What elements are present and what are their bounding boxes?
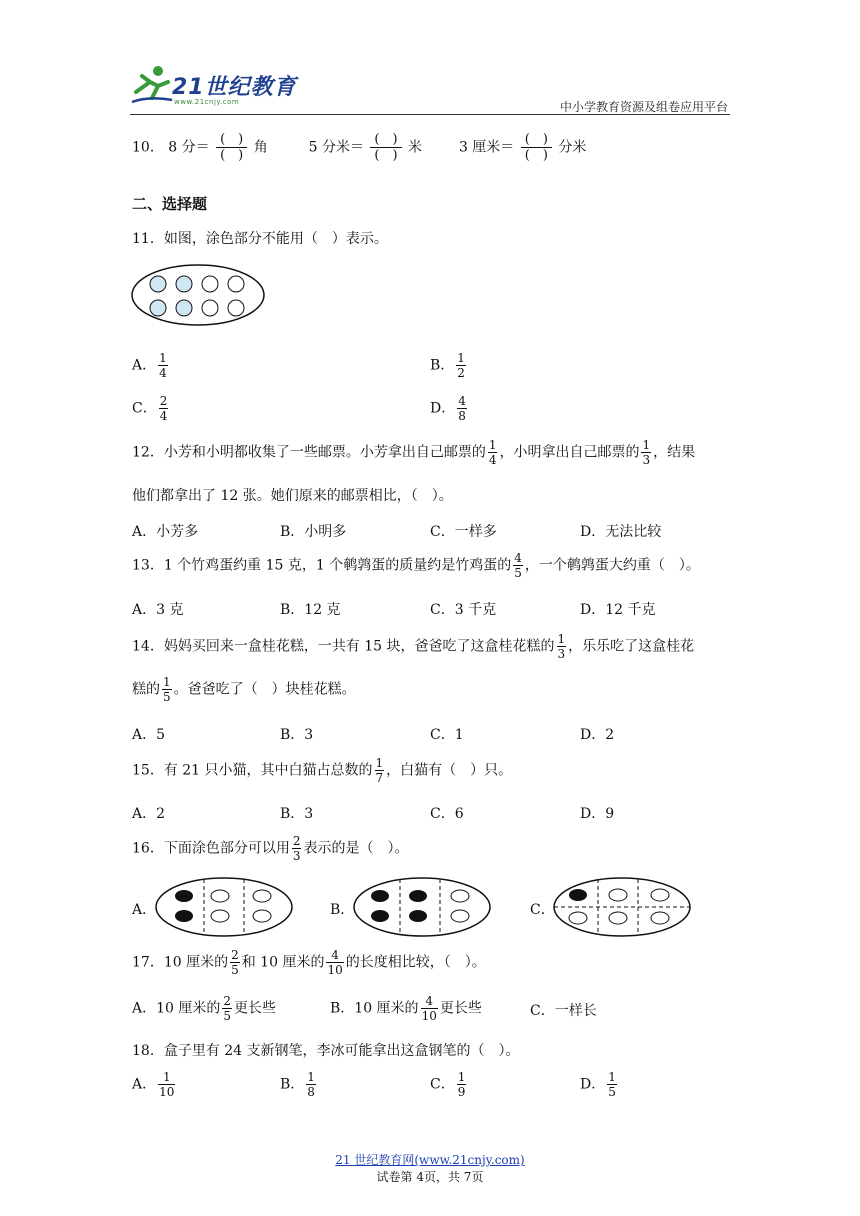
logo-url: www.21cnjy.com — [174, 98, 240, 106]
question-11: 11．如图，涂色部分不能用（ ）表示。 — [132, 231, 388, 247]
footer-link[interactable]: 21 世纪教育网(www.21cnjy.com) — [335, 1153, 525, 1167]
q15-option-a[interactable]: A．2 — [132, 806, 166, 822]
q11-option-c[interactable]: C． $\frac{2}{4}$ — [132, 394, 168, 423]
q18-option-a[interactable]: A． $\frac{1}{10}$ — [132, 1070, 175, 1099]
header-divider — [130, 114, 730, 115]
question-14-line2: 糕的 $\frac{1}{5}$ 。爸爸吃了（ ）块桂花糕。 — [132, 675, 356, 704]
q16-option-b-label[interactable]: B． — [330, 902, 355, 918]
q17-option-c[interactable]: C．一样长 — [530, 1003, 597, 1019]
q17-option-b[interactable]: B．10 厘米的 $\frac{4}{10}$ 更长些 — [330, 994, 482, 1023]
q16-option-a-figure[interactable] — [154, 876, 294, 938]
q13-option-b[interactable]: B．12 克 — [280, 602, 341, 618]
page-number: 试卷第 4页，共 7页 — [376, 1170, 484, 1184]
q13-option-d[interactable]: D．12 千克 — [580, 602, 656, 618]
q13-option-a[interactable]: A．3 克 — [132, 602, 184, 618]
logo-text: 21世纪教育 — [172, 75, 297, 100]
blank-fraction[interactable]: $\frac{( )}{( )}$ — [370, 132, 401, 163]
q12-option-c[interactable]: C．一样多 — [430, 524, 497, 540]
question-15: 15．有 21 只小猫，其中白猫占总数的 $\frac{1}{7}$ ，白猫有（ ）只。 — [132, 756, 513, 785]
q18-option-d[interactable]: D． $\frac{1}{5}$ — [580, 1070, 616, 1099]
question-16: 16．下面涂色部分可以用 $\frac{2}{3}$ 表示的是（ ）。 — [132, 834, 409, 863]
q16-option-b-figure[interactable] — [352, 876, 492, 938]
question-17: 17．10 厘米的 $\frac{2}{5}$ 和 10 厘米的 $\frac{4}{10}$ 的长度相比较，（ ）。 — [132, 948, 486, 977]
q16-option-a-label[interactable]: A． — [132, 902, 157, 918]
q16-option-c-figure[interactable] — [552, 876, 692, 938]
q13-option-c[interactable]: C．3 千克 — [430, 602, 497, 618]
section-title: 二、选择题 — [132, 195, 208, 213]
question-10: 10． 8 分＝ $\frac{( )}{( )}$ 角 5 分米＝ $\frac{( )}{( )}$ 米 3 厘米＝ $\frac{( )}{( )}$ 分米 — [132, 132, 587, 163]
question-14: 14．妈妈买回来一盒桂花糕，一共有 15 块，爸爸吃了这盒桂花糕的 $\frac{1}{3}$ ，乐乐吃了这盒桂花 — [132, 632, 695, 661]
q14-option-d[interactable]: D．2 — [580, 727, 615, 743]
q11-option-b[interactable]: B． $\frac{1}{2}$ — [430, 351, 465, 380]
q12-option-d[interactable]: D．无法比较 — [580, 524, 662, 540]
question-12-line2: 他们都拿出了 12 张。她们原来的邮票相比，（ ）。 — [132, 488, 453, 504]
q15-option-c[interactable]: C．6 — [430, 806, 464, 822]
q11-option-d[interactable]: D． $\frac{4}{8}$ — [430, 394, 466, 423]
q14-option-a[interactable]: A．5 — [132, 727, 166, 743]
q16-option-c-label[interactable]: C． — [530, 902, 555, 918]
q18-option-b[interactable]: B． $\frac{1}{8}$ — [280, 1070, 315, 1099]
q12-option-b[interactable]: B．小明多 — [280, 524, 347, 540]
q14-option-c[interactable]: C．1 — [430, 727, 464, 743]
q17-option-a[interactable]: A．10 厘米的 $\frac{2}{5}$ 更长些 — [132, 994, 277, 1023]
q11-option-a[interactable]: A． $\frac{1}{4}$ — [132, 351, 167, 380]
platform-name: 中小学教育资源及组卷应用平台 — [559, 100, 728, 114]
q18-option-c[interactable]: C． $\frac{1}{9}$ — [430, 1070, 466, 1099]
blank-fraction[interactable]: $\frac{( )}{( )}$ — [521, 132, 552, 163]
question-13: 13．1 个竹鸡蛋约重 15 克，1 个鹌鹑蛋的质量约是竹鸡蛋的 $\frac{4}{5}$ ，一个鹌鹑蛋大约重（ ）。 — [132, 551, 700, 580]
blank-fraction[interactable]: $\frac{( )}{( )}$ — [216, 132, 247, 163]
q14-option-b[interactable]: B．3 — [280, 727, 314, 743]
question-18: 18．盒子里有 24 支新钢笔，李冰可能拿出这盒钢笔的（ ）。 — [132, 1043, 520, 1059]
q15-option-b[interactable]: B．3 — [280, 806, 314, 822]
q15-option-d[interactable]: D．9 — [580, 806, 615, 822]
q11-figure — [130, 263, 266, 327]
question-12: 12．小芳和小明都收集了一些邮票。小芳拿出自己邮票的 $\frac{1}{4}$ ，小明拿出自己邮票的 $\frac{1}{3}$ ，结果 — [132, 438, 696, 467]
runner-logo-icon — [128, 62, 176, 110]
q12-option-a[interactable]: A．小芳多 — [132, 524, 199, 540]
